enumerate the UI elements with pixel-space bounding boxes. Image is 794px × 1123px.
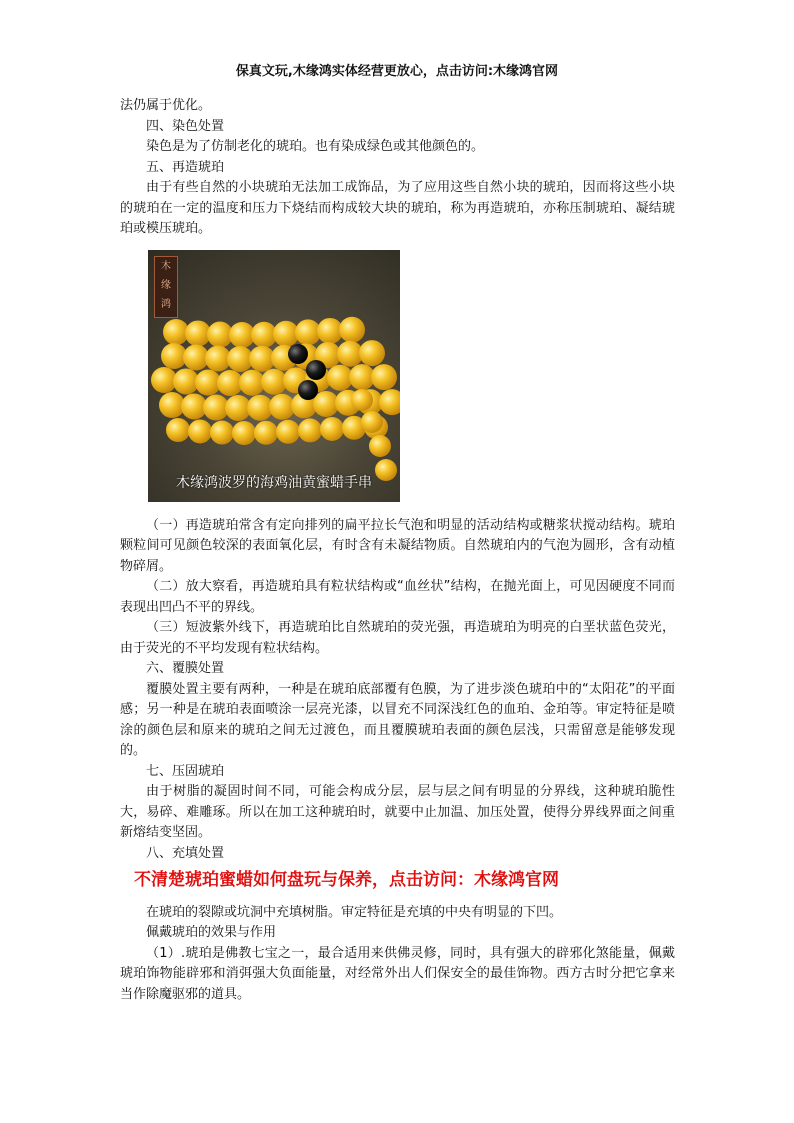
tassel-bead bbox=[361, 411, 383, 433]
amber-bead bbox=[166, 418, 190, 442]
amber-beads-illustration bbox=[148, 250, 400, 502]
document-body bbox=[120, 96, 675, 1005]
paragraph: 在琥珀的裂隙或坑洞中充填树脂。审定特征是充填的中央有明显的下凹。 bbox=[146, 904, 563, 920]
amber-bead bbox=[276, 419, 300, 443]
section-heading-dyeing: 四、染色处置 bbox=[146, 118, 225, 134]
paragraph: 覆膜处置主要有两种，一种是在琥珀底部覆有色膜，为了进步淡色琥珀中的“太阳花”的平面感；另一种是在琥珀表面喷涂一层亮光漆，以冒充不同深浅红色的血珀、金珀等。审定特征是喷涂的颜色层和原来的琥珀之间无过渡色，而且覆膜琥珀表面的颜色层浅，只需留意是能够发现的。 bbox=[120, 681, 675, 758]
tassel-bead bbox=[369, 435, 391, 457]
amber-bead bbox=[359, 340, 385, 366]
section-heading-filling: 八、充填处置 bbox=[146, 845, 225, 861]
paragraph: 由于树脂的凝固时间不同，可能会构成分层，层与层之间有明显的分界线，这种琥珀脆性大，易碎、难雕琢。所以在加工这种琥珀时，就要中止加温、加压处置，使得分界线界面之间重新熔结变坚固。 bbox=[120, 784, 675, 840]
black-spacer-bead bbox=[306, 360, 326, 380]
section-heading-reconstructed: 五、再造琥珀 bbox=[146, 159, 225, 175]
amber-bracelet-photo bbox=[148, 250, 400, 502]
amber-bead bbox=[188, 419, 212, 443]
paragraph: （二）放大察看，再造琥珀具有粒状结构或“血丝状”结构，在抛光面上，可见因硬度不同而表现出凹凸不平的界线。 bbox=[120, 579, 675, 615]
section-heading-effects: 佩戴琥珀的效果与作用 bbox=[146, 925, 277, 940]
page-header[interactable]: 保真文玩,木缘鸿实体经营更放心，点击访问:木缘鸿官网 bbox=[235, 64, 559, 79]
paragraph: 染色是为了仿制老化的琥珀。也有染成绿色或其他颜色的。 bbox=[146, 139, 485, 154]
amber-bead bbox=[298, 418, 322, 442]
black-spacer-bead bbox=[288, 344, 308, 364]
amber-bead bbox=[320, 416, 344, 440]
amber-bead bbox=[371, 364, 397, 390]
promo-link[interactable]: 不清楚琥珀蜜蜡如何盘玩与保养，点击访问：木缘鸿官网 bbox=[134, 870, 559, 890]
section-heading-coating: 六、覆膜处置 bbox=[146, 661, 225, 676]
amber-bead bbox=[379, 389, 400, 415]
paragraph: （三）短波紫外线下，再造琥珀比自然琥珀的荧光强，再造琥珀为明亮的白垩状蓝色荧光，由于荧光的不平均发现有粒状结构。 bbox=[120, 620, 675, 656]
paragraph: （1）.琥珀是佛教七宝之一，最合适用来供佛灵修，同时，具有强大的辟邪化煞能量，佩戴琥珀饰物能辟邪和消弭强大负面能量，对经常外出人们保安全的最佳饰物。西方古时分把它拿来当作除魔驱邪的道具。 bbox=[120, 945, 675, 1002]
amber-bead bbox=[232, 420, 256, 444]
amber-bead bbox=[210, 420, 234, 444]
paragraph: 由于有些自然的小块琥珀无法加工成饰品，为了应用这些自然小块的琥珀，因而将这些小块的琥珀在一定的温度和压力下烧结而构成较大块的琥珀，称为再造琥珀，亦称压制琥珀、凝结琥珀或模压琥珀。 bbox=[120, 180, 675, 236]
section-heading-pressed: 七、压固琥珀 bbox=[146, 763, 225, 779]
paragraph: （一）再造琥珀常含有定向排列的扁平拉长气泡和明显的活动结构或糖浆状搅动结构。琥珀颗粒间可见颜色较深的表面氧化层，有时含有未凝结物质。自然琥珀内的气泡为圆形，含有动植物碎屑。 bbox=[120, 517, 675, 574]
tassel-bead bbox=[351, 389, 373, 411]
brand-seal-stamp: 木 缘 鸿 bbox=[154, 256, 178, 318]
amber-bead bbox=[339, 316, 365, 342]
amber-bead bbox=[254, 420, 278, 444]
photo-caption: 木缘鸿波罗的海鸡油黄蜜蜡手串 bbox=[176, 475, 372, 491]
black-spacer-bead bbox=[298, 380, 318, 400]
text-line: 法仍属于优化。 bbox=[120, 98, 212, 113]
